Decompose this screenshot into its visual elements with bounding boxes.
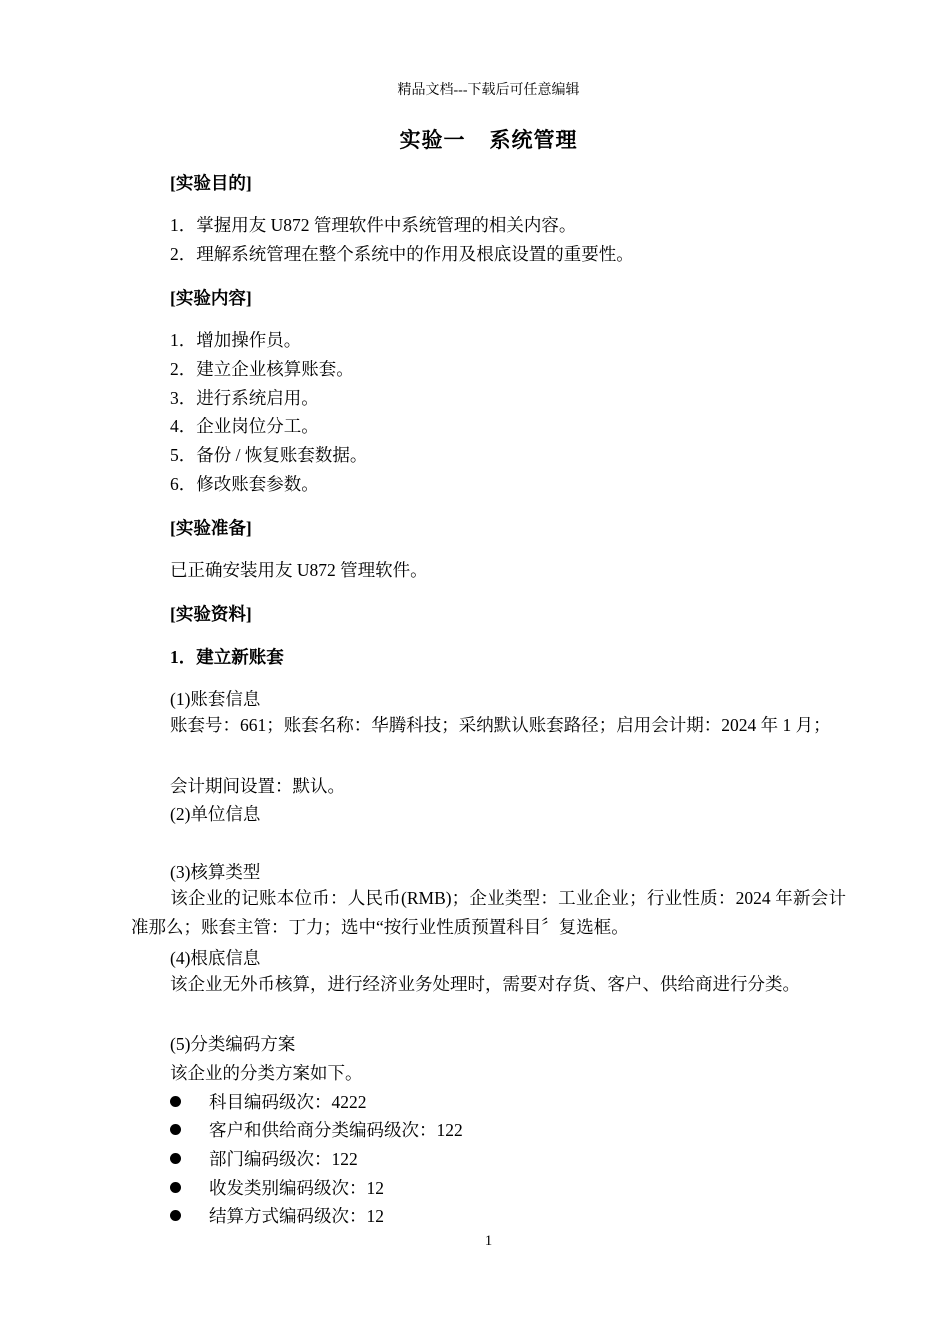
content-item-6: 6．修改账套参数。 [170, 474, 319, 494]
s4-text: 该企业无外币核算，进行经济业务处理时，需要对存货、客户、供给商进行分类。 [170, 974, 800, 994]
prep-text: 已正确安装用友 U872 管理软件。 [170, 560, 428, 580]
content-item-2: 2．建立企业核算账套。 [170, 359, 354, 379]
s5-label: (5)分类编码方案 [170, 1034, 296, 1054]
bullet-dot-icon [170, 1124, 181, 1135]
content-item-5: 5．备份 / 恢复账套数据。 [170, 445, 368, 465]
title-part-2: 系统管理 [489, 128, 578, 152]
s3-label: (3)核算类型 [170, 862, 261, 882]
bullet-item: 部门编码级次：122 [170, 1146, 358, 1171]
prep-heading: [实验准备] [170, 518, 252, 538]
content-item-3: 3．进行系统启用。 [170, 388, 319, 408]
s1-text: 账套号：661；账套名称：华腾科技；采纳默认账套路径；启用会计期：2024 年 1 月； [170, 715, 831, 735]
bullet-item: 收发类别编码级次：12 [170, 1175, 384, 1200]
page-title [0, 124, 950, 154]
bullet-item: 科目编码级次：4222 [170, 1089, 367, 1114]
s1-text-2: 会计期间设置：默认。 [170, 776, 345, 796]
materials-heading: [实验资料] [170, 604, 252, 624]
bullet-item: 结算方式编码级次：12 [170, 1203, 384, 1228]
s2-label: (2)单位信息 [170, 804, 261, 824]
bullet-dot-icon [170, 1210, 181, 1221]
s1-label: (1)账套信息 [170, 689, 261, 709]
bullet-item: 客户和供给商分类编码级次：122 [170, 1117, 463, 1142]
purpose-item-2: 2．理解系统管理在整个系统中的作用及根底设置的重要性。 [170, 244, 634, 264]
s4-label: (4)根底信息 [170, 948, 261, 968]
title-part-1: 实验一 [399, 128, 466, 152]
bullet-dot-icon [170, 1096, 181, 1107]
bullet-dot-icon [170, 1153, 181, 1164]
content-item-4: 4．企业岗位分工。 [170, 416, 319, 436]
section-1-heading: 1．建立新账套 [170, 647, 284, 667]
page-header: 精品文档---下载后可任意编辑 [397, 83, 580, 98]
content-item-1: 1．增加操作员。 [170, 330, 302, 350]
page-number: 1 [484, 1233, 493, 1249]
s3-text: 该企业的记账本位币：人民币(RMB)；企业类型：工业企业；行业性质：2024 年新会计准那么；账套主管：丁力；选中“按行业性质预置科目〞复选框。 [131, 888, 846, 937]
s5-text: 该企业的分类方案如下。 [170, 1063, 363, 1083]
bullet-dot-icon [170, 1182, 181, 1193]
purpose-heading: [实验目的] [170, 173, 252, 193]
content-heading: [实验内容] [170, 288, 252, 308]
purpose-item-1: 1．掌握用友 U872 管理软件中系统管理的相关内容。 [170, 215, 577, 235]
